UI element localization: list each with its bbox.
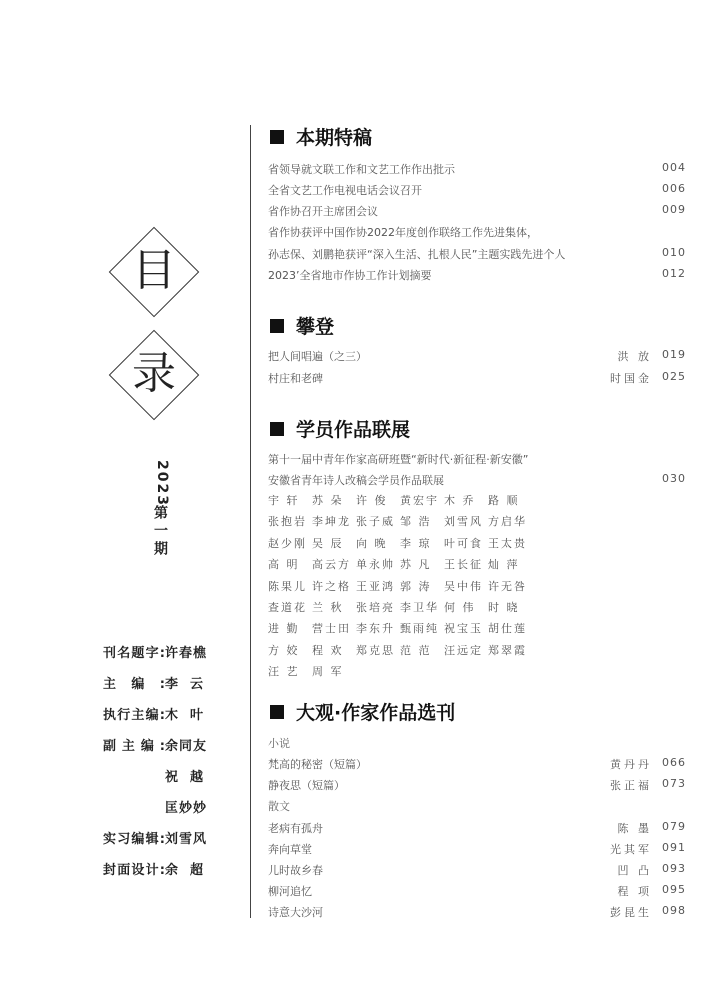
entry-author: 光其军 <box>610 843 652 856</box>
section-title-text: 本期特稿 <box>296 127 373 149</box>
entry-title: 省领导就文联工作和文艺工作作出批示 <box>268 163 455 176</box>
contributor-name: 高 明 <box>268 558 300 572</box>
entry-page: 006 <box>662 182 686 195</box>
entry-page: 025 <box>662 370 686 383</box>
section-title-text: 大观·作家作品选刊 <box>296 702 456 724</box>
contributor-name: 兰 秋 <box>312 600 344 614</box>
contributor-name: 邹 浩 <box>400 515 432 529</box>
contributor-name: 祝宝玉 <box>444 622 483 636</box>
credit-row <box>103 735 243 766</box>
contributor-name: 刘雪风 <box>444 515 483 529</box>
name-row <box>268 513 578 534</box>
contributor-name: 营士田 <box>312 622 351 636</box>
credit-value: 祝越 <box>165 770 216 785</box>
section-title-text: 攀登 <box>296 316 335 338</box>
contributor-name: 张子威 <box>356 515 395 529</box>
vertical-divider <box>250 125 251 918</box>
contributor-names <box>268 492 578 685</box>
credit-row <box>103 766 243 797</box>
entry-title: 诗意大沙河 <box>268 906 323 919</box>
name-row <box>268 492 578 513</box>
entry-author: 张正福 <box>610 779 652 792</box>
name-row <box>268 642 578 663</box>
contributor-name: 方 姣 <box>268 643 300 657</box>
contributor-name: 汪 艺 <box>268 665 300 679</box>
contributor-name: 李坤龙 <box>312 515 351 529</box>
contributor-name: 苏 朵 <box>312 494 344 507</box>
credit-label: 实习编辑: <box>103 832 165 847</box>
contributor-name: 进 勤 <box>268 622 300 636</box>
contributor-name: 许之格 <box>312 579 351 593</box>
entry-title: 安徽省青年诗人改稿会学员作品联展 <box>268 474 444 487</box>
credit-value: 木叶 <box>165 708 216 723</box>
entry-author: 洪 放 <box>617 350 652 363</box>
entry-page: 079 <box>662 820 686 833</box>
entry-title: 梵高的秘密（短篇） <box>268 758 367 771</box>
credit-row <box>103 642 243 673</box>
contributor-name: 郑翠霞 <box>488 643 527 657</box>
contributor-name: 何 伟 <box>444 600 476 614</box>
contributor-name: 查道花 <box>268 600 307 614</box>
contributor-name: 许无咎 <box>488 579 527 593</box>
entry-page: 091 <box>662 841 686 854</box>
section-marker <box>270 319 284 333</box>
section-title <box>270 312 334 339</box>
credit-label: 主编: <box>103 677 165 692</box>
entry-page: 098 <box>662 904 686 917</box>
entry-title: 静夜思（短篇） <box>268 779 345 792</box>
section-title-text: 学员作品联展 <box>296 419 411 441</box>
contributor-name: 苏 凡 <box>400 558 432 572</box>
contributor-name: 张抱岩 <box>268 515 307 529</box>
entry-author: 彭昆生 <box>610 906 652 919</box>
entry-page: 073 <box>662 777 686 790</box>
credit-value: 刘雪风 <box>165 832 208 847</box>
entry-title: 老病有孤舟 <box>268 822 323 835</box>
contributor-name: 王亚鸿 <box>356 579 395 593</box>
entry-title: 第十一届中青年作家高研班暨“新时代·新征程·新安徽” <box>268 453 529 466</box>
entry-page: 093 <box>662 862 686 875</box>
entry-author: 黄丹丹 <box>610 758 652 771</box>
entry-title: 省作协召开主席团会议 <box>268 205 378 218</box>
entry-page: 019 <box>662 348 686 361</box>
entry-title: 2023’全省地市作协工作计划摘要 <box>268 269 432 282</box>
contributor-name: 李东升 <box>356 622 395 636</box>
contributor-name: 赵少刚 <box>268 536 307 550</box>
credit-row <box>103 673 243 704</box>
contributor-name: 吴中伟 <box>444 579 483 593</box>
credit-label: 执行主编: <box>103 708 165 723</box>
contributor-name: 李卫华 <box>400 600 439 614</box>
entry-author: 凹 凸 <box>617 864 652 877</box>
heading-char-2: 录 <box>132 348 176 399</box>
contributor-name: 吴 辰 <box>312 536 344 550</box>
entry-page: 095 <box>662 883 686 896</box>
editorial-credits <box>103 642 243 890</box>
entry-author: 陈 墨 <box>617 822 652 835</box>
entry-title: 奔向草堂 <box>268 843 312 856</box>
name-row <box>268 663 578 684</box>
entry-page: 066 <box>662 756 686 769</box>
contributor-name: 郭 涛 <box>400 579 432 593</box>
entry-title: 全省文艺工作电视电话会议召开 <box>268 184 422 197</box>
contributor-name: 甄雨纯 <box>400 622 439 636</box>
credit-value: 余同友 <box>165 739 208 754</box>
contributor-name: 黄宏宇 <box>400 494 439 507</box>
entry-title: 儿时故乡春 <box>268 864 323 877</box>
contributor-name: 单永帅 <box>356 558 395 572</box>
contributor-name: 叶可食 <box>444 536 483 550</box>
credit-label: 刊名题字: <box>103 646 165 661</box>
category-text: 散文 <box>268 800 290 813</box>
section-title <box>270 415 410 442</box>
contributor-name: 高云方 <box>312 558 351 572</box>
section-marker <box>270 422 284 436</box>
credit-row <box>103 704 243 735</box>
contributor-name: 王长征 <box>444 558 483 572</box>
section-marker <box>270 130 284 144</box>
issue-year: 2023 <box>154 460 170 507</box>
contributor-name: 灿 萍 <box>488 558 520 572</box>
credit-row <box>103 797 243 828</box>
credit-value: 余超 <box>165 863 216 878</box>
contributor-name: 汪远定 <box>444 643 483 657</box>
contributor-name: 木 乔 <box>444 494 476 507</box>
entry-page: 010 <box>662 246 686 259</box>
issue-number: 第一期 <box>152 505 168 559</box>
contributor-name: 张培亮 <box>356 600 395 614</box>
contributor-name: 李 琼 <box>400 536 432 550</box>
credit-label: 副主编: <box>103 739 165 754</box>
contributor-name: 程 欢 <box>312 643 344 657</box>
heading-char-1: 目 <box>132 245 176 296</box>
entry-page: 030 <box>662 472 686 485</box>
entry-title: 村庄和老碑 <box>268 372 323 385</box>
credit-value: 匡妙妙 <box>165 801 208 816</box>
credit-value: 李云 <box>165 677 216 692</box>
entry-author: 时国金 <box>610 372 652 385</box>
entry-author: 程 项 <box>617 885 652 898</box>
entry-page: 009 <box>662 203 686 216</box>
entry-page: 012 <box>662 267 686 280</box>
name-row <box>268 535 578 556</box>
name-row <box>268 578 578 599</box>
contributor-name: 许 俊 <box>356 494 388 507</box>
name-row <box>268 556 578 577</box>
contributor-name: 向 晚 <box>356 536 388 550</box>
section-title <box>270 698 455 725</box>
credit-label: 封面设计: <box>103 863 165 878</box>
contributor-name: 郑克思 <box>356 643 395 657</box>
credit-row <box>103 859 243 890</box>
entry-page: 004 <box>662 161 686 174</box>
contributor-name: 陈果儿 <box>268 579 307 593</box>
entry-title: 省作协获评中国作协2022年度创作联络工作先进集体， <box>268 226 538 239</box>
category-text: 小说 <box>268 737 290 750</box>
contributor-name: 时 晓 <box>488 600 520 614</box>
section-title <box>270 123 372 150</box>
contributor-name: 路 顺 <box>488 494 520 507</box>
credit-value: 许春樵 <box>165 646 208 661</box>
contributor-name: 宇 轩 <box>268 494 300 507</box>
contributor-name: 周 军 <box>312 665 344 679</box>
entry-title: 把人间唱遍（之三） <box>268 350 367 363</box>
entry-title: 孙志保、刘鹏艳获评“深入生活、扎根人民”主题实践先进个人 <box>268 248 566 261</box>
name-row <box>268 599 578 620</box>
contributor-name: 胡仕莲 <box>488 622 527 636</box>
entry-title: 柳河追忆 <box>268 885 312 898</box>
credit-row <box>103 828 243 859</box>
name-row <box>268 620 578 641</box>
section-marker <box>270 705 284 719</box>
contributor-name: 王太贵 <box>488 536 527 550</box>
contributor-name: 方启华 <box>488 515 527 529</box>
contributor-name: 范 范 <box>400 643 432 657</box>
